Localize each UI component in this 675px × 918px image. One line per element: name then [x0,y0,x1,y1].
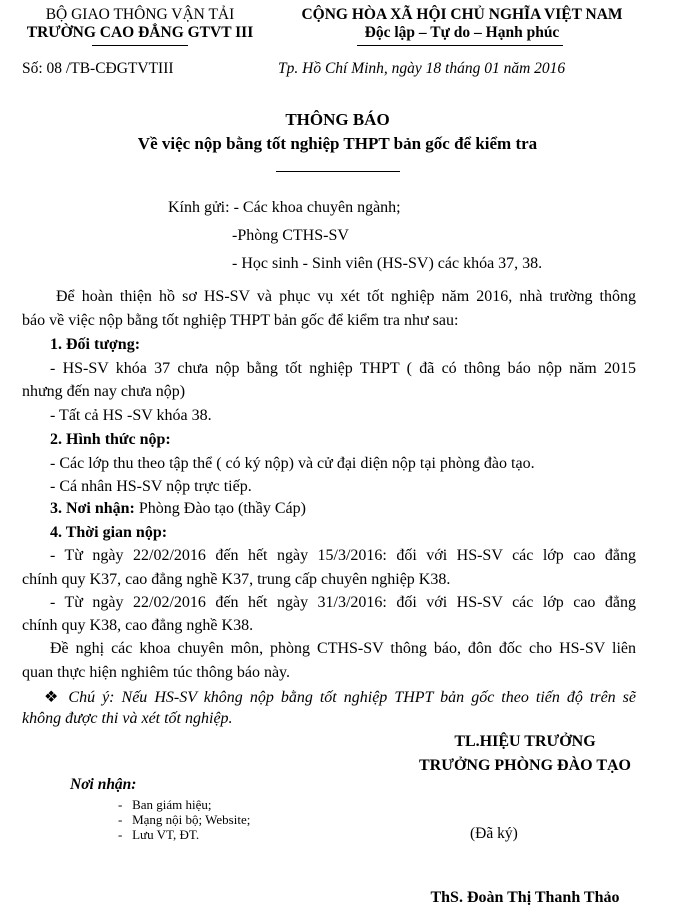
distribution-item-text: Mạng nội bộ; Website; [132,812,251,827]
section-3-line [50,500,306,518]
national-motto: Độc lập – Tự do – Hạnh phúc [364,24,560,41]
title-underline [276,171,400,172]
section-item: - Cá nhân HS-SV nộp trực tiếp. [50,478,252,495]
section-item: - Từ ngày 22/02/2016 đến hết ngày 31/3/2016: đối với HS-SV các lớp cao đẳng [50,594,636,611]
distribution-item: - Ban giám hiệu; [118,797,212,812]
signer-name: ThS. Đoàn Thị Thanh Thảo [430,889,620,906]
document-number: Số: 08 /TB-CĐGTVTIII [22,60,174,77]
intro-line: báo về việc nộp bằng tốt nghiệp THPT bản gốc để kiểm tra như sau: [22,312,459,329]
note-bullet-icon: ❖ [44,689,62,706]
distribution-item: - Lưu VT, ĐT. [118,827,200,842]
section-item: - Các lớp thu theo tập thể ( có ký nộp) và cử đại diện nộp tại phòng đào tạo. [50,455,535,472]
signature-department: TRƯỞNG PHÒNG ĐÀO TẠO [418,757,631,774]
section-heading: 3. Nơi nhận: [50,500,135,517]
motto-underline [357,45,563,46]
section-item: - HS-SV khóa 37 chưa nộp bằng tốt nghiệp THPT ( đã có thông báo nộp năm 2015 [50,360,636,377]
distribution-item-text: Ban giám hiệu; [132,797,212,812]
section-item: chính quy K37, cao đẳng nghề K37, trung cấp chuyên nghiệp K38. [22,571,451,588]
section-heading: 1. Đối tượng: [50,336,141,353]
closing-line: Đề nghị các khoa chuyên môn, phòng CTHS-SV thông báo, đôn đốc cho HS-SV liên [50,640,636,657]
signed-mark: (Đã ký) [470,825,518,842]
section-heading: 2. Hình thức nộp: [50,431,171,448]
distribution-item-text: Lưu VT, ĐT. [132,827,200,842]
distribution-heading: Nơi nhận: [70,776,137,793]
note-line [44,687,636,707]
note-line: không được thi và xét tốt nghiệp. [22,710,233,727]
notice-title: THÔNG BÁO [285,110,390,129]
school-name: TRƯỜNG CAO ĐẲNG GTVT III [26,24,254,41]
intro-line: Để hoàn thiện hồ sơ HS-SV và phục vụ xét tốt nghiệp năm 2016, nhà trường thông [56,288,636,305]
section-item: chính quy K38, cao đẳng nghề K38. [22,617,254,634]
section-item: nhưng đến nay chưa nộp) [22,383,186,400]
school-underline [92,45,188,46]
distribution-item: - Mạng nội bộ; Website; [118,812,251,827]
section-item: - Tất cả HS -SV khóa 38. [50,407,212,424]
recipient-item: -Phòng CTHS-SV [232,227,349,244]
closing-line: quan thực hiện nghiêm túc thông báo này. [22,664,291,681]
note-text: Chú ý: Nếu HS-SV không nộp bằng tốt nghiệp THPT bản gốc theo tiến độ trên sẽ [61,689,637,706]
recipients-lead: Kính gửi: - Các khoa chuyên ngành; [168,199,401,216]
receiving-place: Phòng Đào tạo (thầy Cáp) [134,500,306,517]
notice-subject: Về việc nộp bằng tốt nghiệp THPT bản gốc để kiểm tra [137,134,538,153]
section-heading: 4. Thời gian nộp: [50,524,168,541]
document-date: Tp. Hồ Chí Minh, ngày 18 tháng 01 năm 2016 [278,60,566,77]
section-item: - Từ ngày 22/02/2016 đến hết ngày 15/3/2016: đối với HS-SV các lớp cao đẳng [50,547,636,564]
country-name: CỘNG HÒA XÃ HỘI CHỦ NGHĨA VIỆT NAM [301,6,623,23]
signature-title: TL.HIỆU TRƯỞNG [454,733,596,750]
ministry-name: BỘ GIAO THÔNG VẬN TẢI [45,6,235,23]
recipient-item: - Học sinh - Sinh viên (HS-SV) các khóa 37, 38. [232,255,543,272]
